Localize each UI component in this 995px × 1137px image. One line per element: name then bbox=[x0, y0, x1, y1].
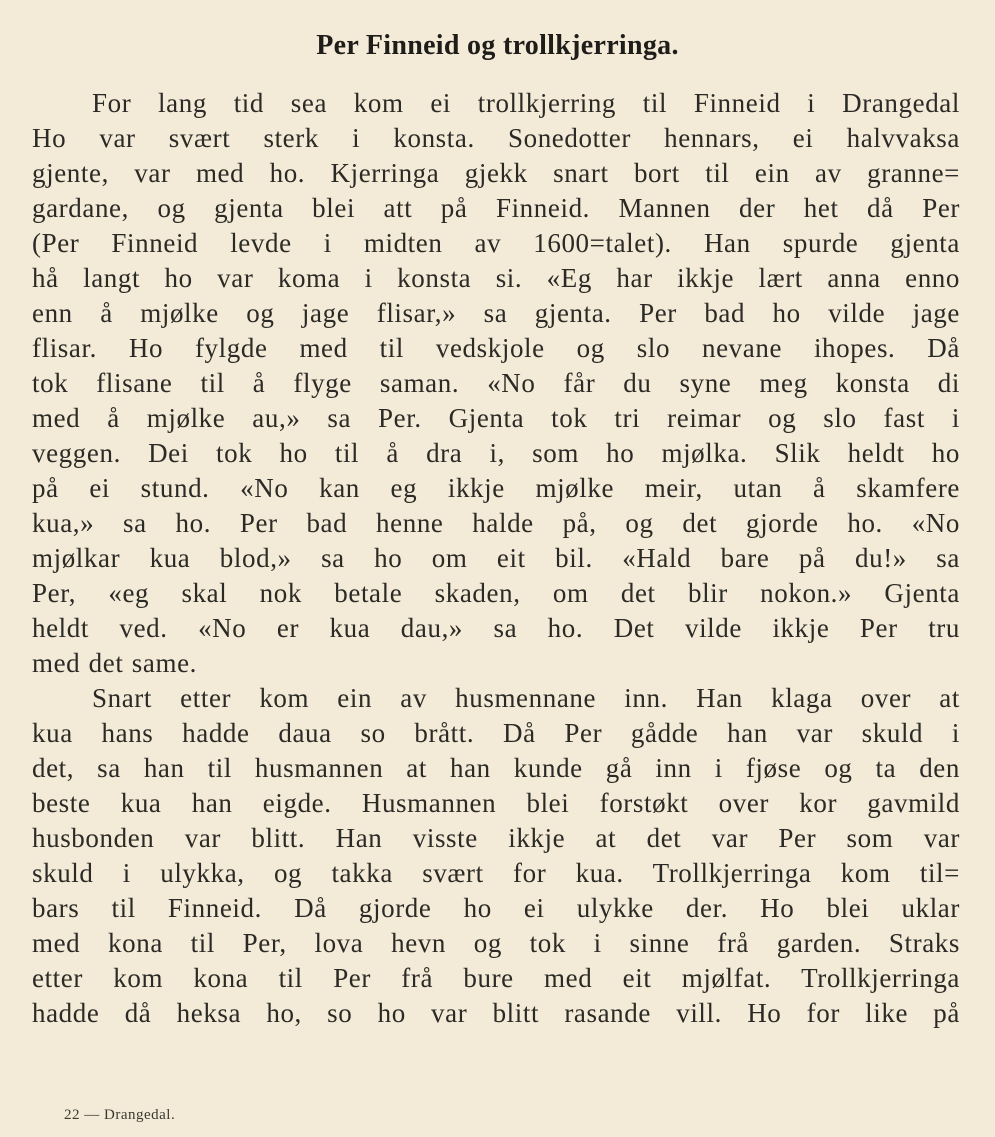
text-line: kua,» sa ho. Per bad henne halde på, og det gjorde ho. «No bbox=[32, 508, 960, 538]
text-line: med det same. bbox=[32, 648, 197, 678]
text-line: hå langt ho var koma i konsta si. «Eg har ikkje lært anna enno bbox=[32, 263, 960, 293]
text-line: enn å mjølke og jage flisar,» sa gjenta. Per bad ho vilde jage bbox=[32, 298, 960, 328]
text-line: mjølkar kua blod,» sa ho om eit bil. «Hald bare på du!» sa bbox=[32, 543, 960, 573]
text-line: kua hans hadde daua so brått. Då Per gådde han var skuld i bbox=[32, 718, 960, 748]
text-line: hadde då heksa ho, so ho var blitt rasande vill. Ho for like på bbox=[32, 998, 960, 1028]
page-footer: 22 — Drangedal. bbox=[64, 1107, 176, 1123]
text-line: (Per Finneid levde i midten av 1600=talet). Han spurde gjenta bbox=[32, 228, 960, 258]
paragraph-2 bbox=[32, 681, 960, 1031]
text-line: veggen. Dei tok ho til å dra i, som ho mjølka. Slik heldt ho bbox=[32, 438, 960, 468]
text-line: med å mjølke au,» sa Per. Gjenta tok tri reimar og slo fast i bbox=[32, 403, 960, 433]
page-title: Per Finneid og trollkjerringa. bbox=[316, 30, 679, 61]
text-line: med kona til Per, lova hevn og tok i sinne frå garden. Straks bbox=[32, 928, 960, 958]
paragraph-1 bbox=[32, 86, 960, 681]
text-line: flisar. Ho fylgde med til vedskjole og slo nevane ihopes. Då bbox=[32, 333, 960, 363]
text-line: på ei stund. «No kan eg ikkje mjølke meir, utan å skamfere bbox=[32, 473, 960, 503]
text-line: For lang tid sea kom ei trollkjerring til Finneid i Drangedal bbox=[92, 88, 960, 118]
text-line: beste kua han eigde. Husmannen blei forstøkt over kor gavmild bbox=[32, 788, 960, 818]
text-line: bars til Finneid. Då gjorde ho ei ulykke der. Ho blei uklar bbox=[32, 893, 960, 923]
text-line: Ho var svært sterk i konsta. Sonedotter hennars, ei halvvaksa bbox=[32, 123, 960, 153]
text-line: det, sa han til husmannen at han kunde gå inn i fjøse og ta den bbox=[32, 753, 960, 783]
text-line: tok flisane til å flyge saman. «No får du syne meg konsta di bbox=[32, 368, 960, 398]
text-line: gardane, og gjenta blei att på Finneid. Mannen der het då Per bbox=[32, 193, 960, 223]
text-line: Per, «eg skal nok betale skaden, om det blir nokon.» Gjenta bbox=[32, 578, 960, 608]
text-line: skuld i ulykka, og takka svært for kua. Trollkjerringa kom til= bbox=[32, 858, 960, 888]
text-line: etter kom kona til Per frå bure med eit mjølfat. Trollkjerringa bbox=[32, 963, 960, 993]
text-line: gjente, var med ho. Kjerringa gjekk snart bort til ein av granne= bbox=[32, 158, 960, 188]
text-line: heldt ved. «No er kua dau,» sa ho. Det vilde ikkje Per tru bbox=[32, 613, 960, 643]
text-body bbox=[32, 86, 960, 1031]
text-line: Snart etter kom ein av husmennane inn. Han klaga over at bbox=[92, 683, 960, 713]
text-line: husbonden var blitt. Han visste ikkje at det var Per som var bbox=[32, 823, 960, 853]
